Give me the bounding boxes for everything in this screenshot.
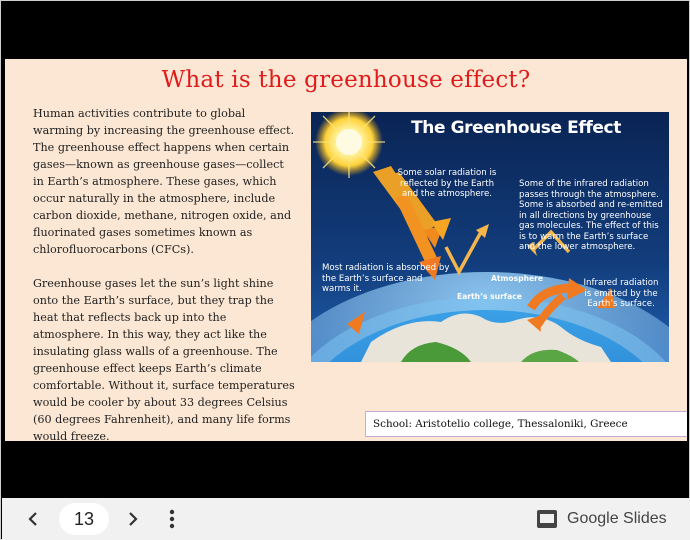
label-atmosphere: Atmosphere — [491, 274, 544, 283]
note-reflected: Some solar radiation is reflected by the Earth and the atmosphere. — [397, 168, 497, 199]
google-slides-label: Google Slides — [567, 510, 667, 527]
label-earth-surface: Earth’s surface — [457, 292, 522, 301]
google-slides-link[interactable] — [536, 507, 667, 531]
note-infrared: Some of the infrared radiation passes through the atmosphere. Some is absorbed and re-emitted in all directions by greenhouse gas molecules. The effect of this is to warm the Earth’s surface and the lower atmosphere. — [519, 179, 663, 252]
chevron-right-icon — [127, 511, 139, 527]
school-caption: School: Aristotelio college, Thessaloniki, Greece — [365, 411, 687, 437]
slide-title: What is the greenhouse effect? — [161, 67, 531, 93]
next-slide-button[interactable] — [120, 506, 146, 532]
slides-logo-icon — [536, 509, 558, 529]
greenhouse-effect-diagram — [311, 112, 669, 362]
chevron-left-icon — [27, 511, 39, 527]
slide — [5, 59, 687, 441]
more-vert-icon — [169, 509, 175, 529]
paragraph-2: Greenhouse gases let the sun’s light shine onto the Earth’s surface, but they trap the heat that reflects back up into the atmosphere. In this way, they act like the insulating glass walls of a greenhouse. The greenhouse effect keeps Earth’s climate comfortable. Without it, surface temperatures would be cooler by about 33 degrees Celsius (60 degrees Fahrenheit), and many life forms would freeze. — [33, 277, 295, 441]
page-number-field[interactable]: 13 — [59, 503, 109, 535]
note-emitted: Infrared radiation is emitted by the Earth’s surface. — [583, 278, 659, 309]
diagram-title: The Greenhouse Effect — [411, 118, 621, 138]
note-absorbed: Most radiation is absorbed by the Earth’s surface and warms it. — [322, 263, 450, 294]
slide-body-text — [33, 105, 295, 441]
more-options-button[interactable] — [159, 506, 185, 532]
paragraph-1: Human activities contribute to global warming by increasing the greenhouse effect. The greenhouse effect happens when certain gases—known as greenhouse gases—collect in Earth’s atmosphere. These gases, which occur naturally in the atmosphere, include carbon dioxide, methane, nitrogen oxide, and fluorinated gases sometimes known as chlorofluorocarbons (CFCs). — [33, 107, 295, 256]
slides-toolbar — [2, 498, 690, 540]
previous-slide-button[interactable] — [20, 506, 46, 532]
